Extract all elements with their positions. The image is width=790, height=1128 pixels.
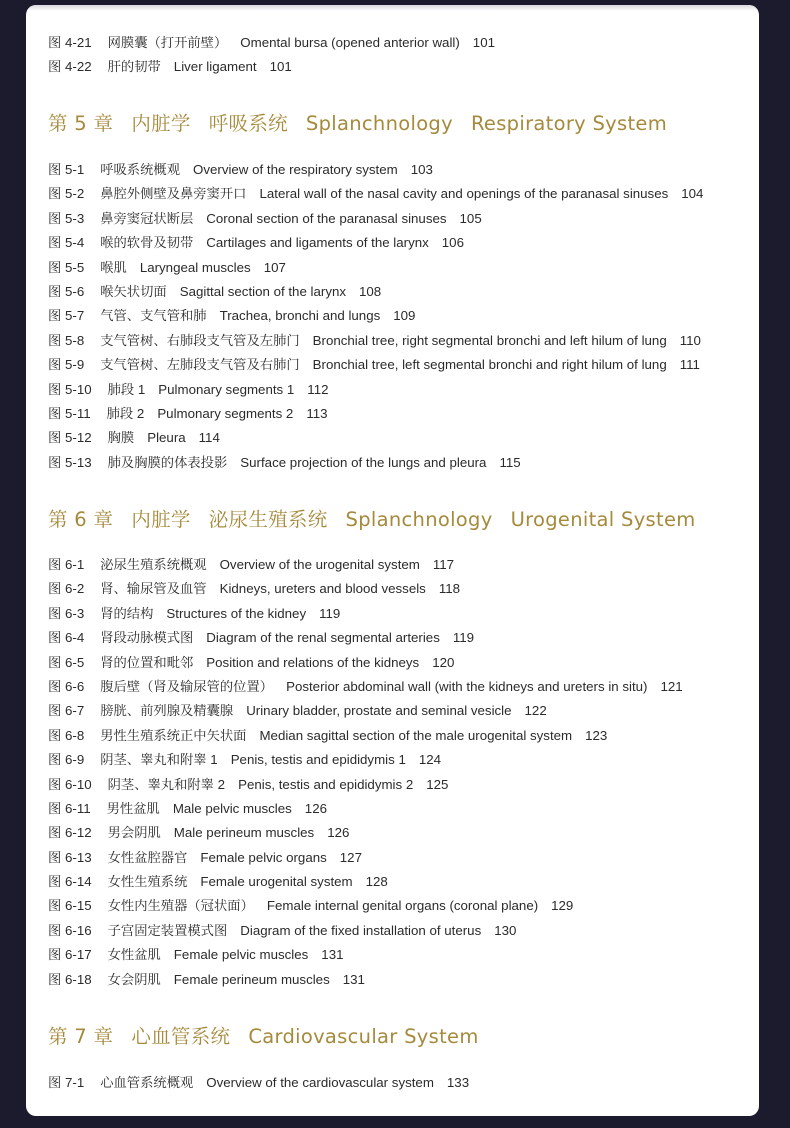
- toc-entry: [48, 31, 749, 55]
- toc-entry: [48, 748, 749, 772]
- figure-number: 图 6-5: [48, 654, 85, 670]
- figure-number: 图 5-7: [48, 308, 85, 324]
- figure-number: 图 7-1: [48, 1075, 85, 1090]
- toc-entry: [48, 553, 749, 577]
- toc-entry: [48, 231, 749, 255]
- chapter-label: 第 6 章: [48, 508, 114, 531]
- toc-entry: [48, 870, 749, 894]
- figure-number: 图 6-8: [48, 727, 85, 743]
- figure-number: 图 6-17: [48, 947, 92, 963]
- page-number: 127: [339, 849, 362, 865]
- toc-entry: [48, 699, 749, 723]
- figure-number: 图 5-12: [48, 430, 92, 446]
- entry-title-cn: 支气管树、左肺段支气管及右肺门: [100, 357, 300, 373]
- page-number: 133: [446, 1075, 470, 1090]
- entry-title-en: Female pelvic organs: [200, 849, 327, 865]
- entry-title-en: Position and relations of the kidneys: [206, 654, 420, 670]
- page-number: 105: [459, 210, 482, 226]
- entry-title-cn: 女性生殖系统: [107, 874, 188, 890]
- entry-title-en: Female internal genital organs (coronal plane): [266, 898, 539, 914]
- section-ch7: [48, 1071, 749, 1095]
- entry-title-en: Sagittal section of the larynx: [179, 283, 347, 299]
- figure-number: 图 6-11: [48, 800, 91, 816]
- entry-title-en: Female urogenital system: [200, 874, 353, 890]
- figure-number: 图 6-16: [48, 922, 92, 938]
- entry-title-cn: 喉肌: [100, 259, 127, 275]
- toc-entry: [48, 968, 749, 992]
- figure-number: 图 6-12: [48, 825, 92, 841]
- toc-entry: [48, 378, 749, 402]
- entry-title-en: Trachea, bronchi and lungs: [219, 308, 381, 324]
- entry-title-en: Coronal section of the paranasal sinuses: [206, 210, 447, 226]
- entry-title-cn: 支气管树、右肺段支气管及左肺门: [100, 332, 300, 348]
- toc-entry: [48, 797, 749, 821]
- entry-title-en: Bronchial tree, left segmental bronchi and right hilum of lung: [312, 357, 667, 373]
- page-number: 121: [660, 678, 683, 694]
- chapter-heading-5: [48, 108, 685, 136]
- page-number: 103: [410, 162, 433, 177]
- entry-title-cn: 网膜囊（打开前壁）: [107, 35, 228, 50]
- toc-entry: [48, 846, 749, 870]
- entry-title-cn: 呼吸系统概观: [100, 162, 180, 177]
- toc-entry: [48, 675, 749, 699]
- page-number: 123: [585, 727, 608, 743]
- figure-number: 图 6-6: [48, 678, 85, 694]
- figure-number: 图 5-13: [48, 454, 92, 470]
- page-number: 120: [432, 654, 455, 670]
- figure-number: 图 5-4: [48, 235, 85, 251]
- toc-entry: [48, 55, 749, 79]
- entry-title-en: Pleura: [147, 430, 186, 446]
- entry-title-cn: 女性盆肌: [107, 947, 161, 963]
- page-number: 119: [452, 630, 475, 646]
- page-number: 126: [327, 825, 350, 841]
- entry-title-en: Overview of the urogenital system: [219, 557, 420, 572]
- entry-title-cn: 肾、输尿管及血管: [100, 581, 207, 597]
- toc-entry: [48, 724, 749, 748]
- entry-title-cn: 阴茎、睾丸和附睾 1: [100, 752, 218, 768]
- entry-title-en: Laryngeal muscles: [139, 259, 251, 275]
- page-number: 101: [472, 35, 495, 50]
- entry-title-en: Female perineum muscles: [173, 971, 330, 987]
- entry-title-en: Lateral wall of the nasal cavity and openings of the paranasal sinuses: [259, 186, 669, 202]
- entry-title-en: Penis, testis and epididymis 1: [230, 752, 406, 768]
- entry-title-cn: 男会阴肌: [107, 825, 161, 841]
- figure-number: 图 6-7: [48, 703, 85, 719]
- page-number: 111: [679, 357, 700, 373]
- entry-title-cn: 女性内生殖器（冠状面）: [107, 898, 254, 914]
- entry-list: [48, 31, 749, 80]
- toc-entry: [48, 353, 749, 377]
- entry-title-cn: 肾段动脉模式图: [100, 630, 194, 646]
- entry-title-cn: 肾的结构: [100, 605, 154, 621]
- page-number: 115: [499, 454, 521, 470]
- entry-title-en: Female pelvic muscles: [173, 947, 309, 963]
- figure-number: 图 6-15: [48, 898, 92, 914]
- toc-entry: [48, 426, 749, 450]
- entry-list: [48, 553, 749, 992]
- chapter-en2: Respiratory System: [470, 112, 667, 135]
- entry-title-cn: 胸膜: [107, 430, 135, 446]
- page-number: 113: [306, 405, 328, 421]
- toc-page: [26, 5, 759, 1116]
- entry-title-en: Diagram of the fixed installation of uterus: [240, 922, 482, 938]
- entry-title-en: Bronchial tree, right segmental bronchi and left hilum of lung: [312, 332, 667, 348]
- entry-title-cn: 肺段 1: [107, 381, 146, 397]
- entry-title-cn: 子宫固定装置模式图: [107, 922, 228, 938]
- toc-entry: [48, 402, 749, 426]
- page-number: 109: [393, 308, 416, 324]
- entry-title-cn: 肺段 2: [106, 405, 145, 421]
- toc-entry: [48, 821, 749, 845]
- figure-number: 图 5-1: [48, 162, 85, 177]
- toc-entry: [48, 919, 749, 943]
- chapter-heading-6: [48, 504, 714, 532]
- page-number: 108: [359, 283, 382, 299]
- entry-title-en: Pulmonary segments 1: [158, 381, 295, 397]
- toc-entry: [48, 256, 749, 280]
- figure-number: 图 4-22: [48, 59, 92, 75]
- toc-entry: [48, 894, 749, 918]
- entry-list: [48, 158, 749, 475]
- entry-title-en: Liver ligament: [173, 59, 257, 75]
- entry-title-en: Omental bursa (opened anterior wall): [240, 35, 460, 50]
- chapter-en2: Urogenital System: [510, 508, 696, 531]
- entry-title-cn: 男性盆肌: [106, 800, 160, 816]
- chapter-cn1: 内脏学: [131, 112, 191, 135]
- entry-title-cn: 膀胱、前列腺及精囊腺: [100, 703, 234, 719]
- entry-title-en: Structures of the kidney: [166, 605, 307, 621]
- page-number: 117: [432, 557, 455, 572]
- entry-title-en: Posterior abdominal wall (with the kidneys and ureters in situ): [286, 678, 648, 694]
- page-number: 124: [418, 752, 442, 768]
- entry-title-en: Pulmonary segments 2: [157, 405, 294, 421]
- entry-title-en: Cartilages and ligaments of the larynx: [206, 235, 429, 251]
- figure-number: 图 6-2: [48, 581, 85, 597]
- toc-entry: [48, 602, 749, 626]
- entry-title-en: Diagram of the renal segmental arteries: [206, 630, 440, 646]
- page-number: 131: [321, 947, 344, 963]
- figure-number: 图 5-2: [48, 186, 85, 202]
- toc-entry: [48, 626, 749, 650]
- entry-title-cn: 腹后壁（肾及输尿管的位置）: [100, 678, 274, 694]
- entry-title-en: Kidneys, ureters and blood vessels: [219, 581, 426, 597]
- entry-title-cn: 女会阴肌: [107, 971, 161, 987]
- figure-number: 图 6-10: [48, 776, 92, 792]
- figure-number: 图 5-5: [48, 259, 85, 275]
- entry-title-en: Overview of the cardiovascular system: [206, 1075, 434, 1090]
- toc-entry: [48, 158, 749, 182]
- section-ch6: [48, 553, 749, 992]
- chapter-en1: Splanchnology: [345, 508, 493, 531]
- figure-number: 图 6-1: [48, 557, 85, 572]
- page-number: 126: [304, 800, 327, 816]
- page-number: 118: [438, 581, 461, 597]
- figure-number: 图 5-9: [48, 357, 85, 373]
- chapter-heading-7: [48, 1021, 497, 1049]
- entry-title-cn: 喉矢状切面: [100, 283, 167, 299]
- page-number: 101: [269, 59, 292, 75]
- section-ch4: [48, 31, 749, 80]
- figure-number: 图 6-14: [48, 874, 92, 890]
- chapter-cn2: 呼吸系统: [208, 112, 288, 135]
- page-number: 130: [494, 922, 517, 938]
- chapter-cn1: 内脏学: [131, 508, 191, 531]
- chapter-en1: Splanchnology: [305, 112, 453, 135]
- figure-number: 图 4-21: [48, 35, 92, 50]
- entry-title-en: Surface projection of the lungs and pleura: [240, 454, 487, 470]
- entry-title-cn: 肺及胸膜的体表投影: [107, 454, 228, 470]
- toc-entry: [48, 1071, 749, 1095]
- toc-entry: [48, 304, 749, 328]
- entry-title-cn: 肝的韧带: [107, 59, 161, 75]
- entry-title-cn: 泌尿生殖系统概观: [100, 557, 207, 572]
- chapter-label: 第 7 章: [48, 1025, 114, 1048]
- figure-number: 图 6-4: [48, 630, 85, 646]
- entry-title-cn: 心血管系统概观: [100, 1075, 194, 1090]
- entry-title-en: Median sagittal section of the male urogenital system: [259, 727, 573, 743]
- figure-number: 图 5-10: [48, 381, 92, 397]
- entry-title-en: Urinary bladder, prostate and seminal vesicle: [246, 703, 512, 719]
- figure-number: 图 5-6: [48, 283, 85, 299]
- entry-title-en: Overview of the respiratory system: [193, 162, 398, 177]
- chapter-en1: Cardiovascular System: [248, 1025, 479, 1048]
- entry-title-en: Male pelvic muscles: [172, 800, 292, 816]
- page-number: 131: [342, 971, 365, 987]
- chapter-label: 第 5 章: [48, 112, 114, 135]
- entry-title-cn: 肾的位置和毗邻: [100, 654, 194, 670]
- figure-number: 图 5-3: [48, 210, 85, 226]
- page-number: 119: [319, 605, 341, 621]
- section-ch5: [48, 158, 749, 475]
- page-number: 128: [365, 874, 388, 890]
- page-number: 107: [263, 259, 286, 275]
- toc-entry: [48, 207, 749, 231]
- figure-number: 图 5-8: [48, 332, 85, 348]
- figure-number: 图 6-3: [48, 605, 85, 621]
- toc-entry: [48, 182, 749, 206]
- chapter-cn2: 泌尿生殖系统: [208, 508, 328, 531]
- toc-entry: [48, 943, 749, 967]
- toc-entry: [48, 329, 749, 353]
- entry-title-en: Penis, testis and epididymis 2: [238, 776, 414, 792]
- entry-title-cn: 鼻旁窦冠状断层: [100, 210, 194, 226]
- figure-number: 图 6-9: [48, 752, 85, 768]
- page-number: 129: [551, 898, 574, 914]
- entry-title-cn: 女性盆腔器官: [107, 849, 188, 865]
- entry-title-cn: 气管、支气管和肺: [100, 308, 207, 324]
- entry-title-cn: 鼻腔外侧壁及鼻旁窦开口: [100, 186, 247, 202]
- page-number: 122: [524, 703, 547, 719]
- toc-entry: [48, 451, 749, 475]
- page-number: 112: [307, 381, 329, 397]
- page-number: 125: [426, 776, 449, 792]
- page-number: 110: [679, 332, 701, 348]
- page-number: 106: [441, 235, 464, 251]
- toc-entry: [48, 773, 749, 797]
- figure-number: 图 6-18: [48, 971, 92, 987]
- entry-title-cn: 喉的软骨及韧带: [100, 235, 194, 251]
- entry-title-cn: 男性生殖系统正中矢状面: [100, 727, 247, 743]
- figure-number: 图 6-13: [48, 849, 92, 865]
- page-number: 114: [198, 430, 220, 446]
- page-number: 104: [681, 186, 704, 202]
- entry-list: [48, 1071, 749, 1095]
- figure-number: 图 5-11: [48, 405, 91, 421]
- entry-title-cn: 阴茎、睾丸和附睾 2: [107, 776, 226, 792]
- chapter-cn1: 心血管系统: [131, 1025, 231, 1048]
- toc-entry: [48, 577, 749, 601]
- toc-entry: [48, 651, 749, 675]
- toc-entry: [48, 280, 749, 304]
- entry-title-en: Male perineum muscles: [173, 825, 315, 841]
